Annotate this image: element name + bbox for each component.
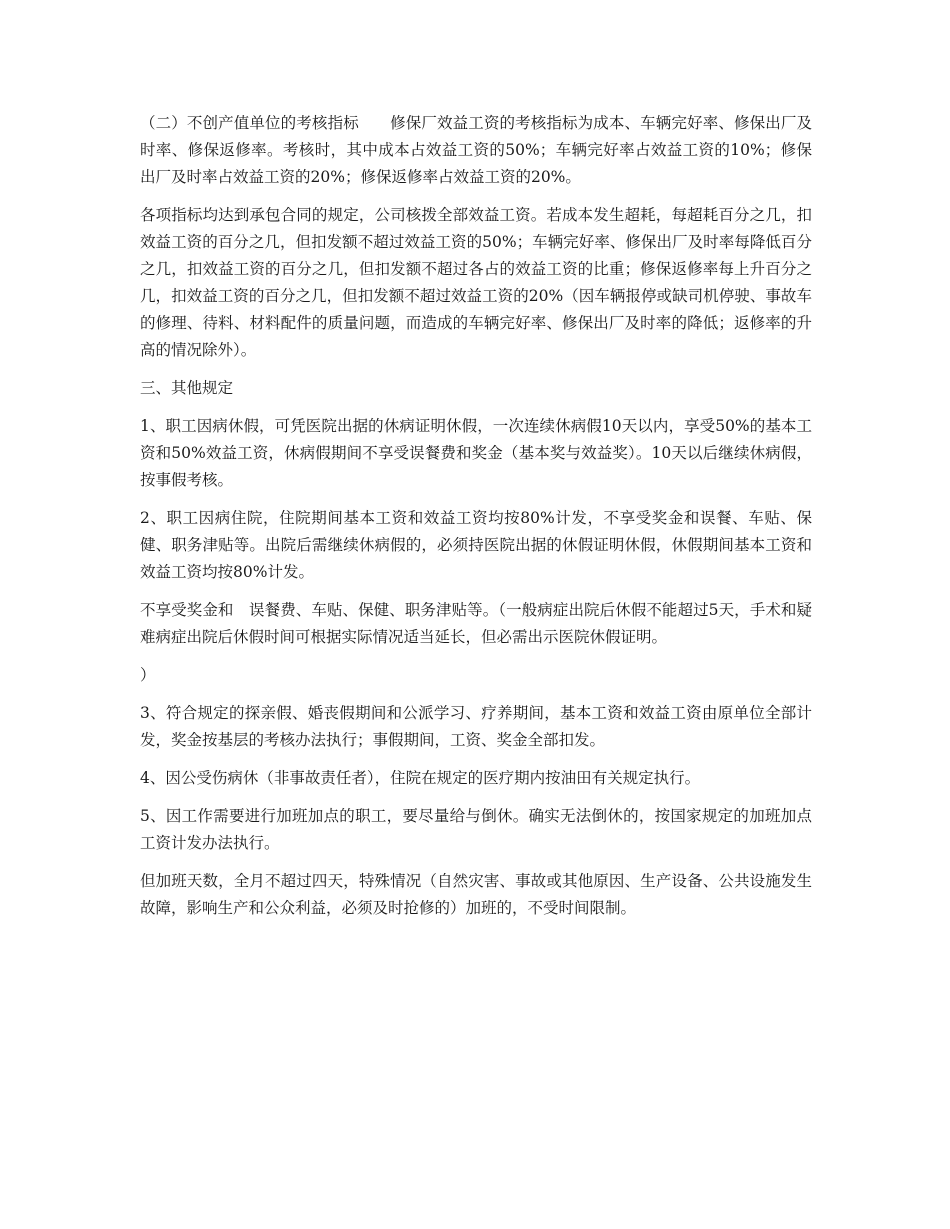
section-heading-other-rules: 三、其他规定 <box>140 379 234 397</box>
paragraph-assessment-indicators: （二）不创产值单位的考核指标 修保厂效益工资的考核指标为成本、车辆完好率、修保出厂及时率、修保返修率。考核时，其中成本占效益工资的50%；车辆完好率占效益工资的10%；修保出厂及时率占效益工资的20%；修保返修率占效益工资的20%。 <box>140 114 812 186</box>
paragraph-rule-2-continued: 不享受奖金和 误餐费、车贴、保健、职务津贴等。（一般病症出院后休假不能超过5天，手术和疑难病症出院后休假时间可根据实际情况适当延长，但必需出示医院休假证明。 <box>140 601 812 646</box>
paragraph-rule-1-sick-leave: 1、职工因病休假，可凭医院出据的休病证明休假，一次连续休病假10天以内，享受50%的基本工资和50%效益工资，休病假期间不享受误餐费和奖金（基本奖与效益奖）。10天以后继续休病假，按事假考核。 <box>140 417 812 489</box>
paragraph-overtime-limit: 但加班天数，全月不超过四天，特殊情况（自然灾害、事故或其他原因、生产设备、公共设施发生故障，影响生产和公众利益，必须及时抢修的）加班的，不受时间限制。 <box>140 872 812 917</box>
paragraph-deduction-rules: 各项指标均达到承包合同的规定，公司核拨全部效益工资。若成本发生超耗，每超耗百分之几，扣效益工资的百分之几，但扣发额不超过效益工资的50%；车辆完好率、修保出厂及时率每降低百分之几，扣效益工资的百分之几，但扣发额不超过各占的效益工资的比重；修保返修率每上升百分之几，扣效益工资的百分之几，但扣发额不超过效益工资的20%（因车辆报停或缺司机停驶、事故车的修理、待料、材料配件的质量问题，而造成的车辆完好率、修保出厂及时率的降低；返修率的升高的情况除外）。 <box>140 206 812 359</box>
paragraph-closing-bracket: ） <box>140 666 156 684</box>
paragraph-rule-3-family-leave: 3、符合规定的探亲假、婚丧假期间和公派学习、疗养期间，基本工资和效益工资由原单位全部计发，奖金按基层的考核办法执行；事假期间，工资、奖金全部扣发。 <box>140 704 812 749</box>
document-body <box>140 110 812 933</box>
paragraph-rule-2-hospitalization: 2、职工因病住院，住院期间基本工资和效益工资均按80%计发，不享受奖金和误餐、车贴、保健、职务津贴等。出院后需继续休病假的，必须持医院出据的休假证明休假，休假期间基本工资和效益工资均按80%计发。 <box>140 509 812 581</box>
paragraph-rule-5-overtime: 5、因工作需要进行加班加点的职工，要尽量给与倒休。确实无法倒休的，按国家规定的加班加点工资计发办法执行。 <box>140 807 812 852</box>
paragraph-rule-4-work-injury: 4、因公受伤病休（非事故责任者），住院在规定的医疗期内按油田有关规定执行。 <box>140 769 701 787</box>
